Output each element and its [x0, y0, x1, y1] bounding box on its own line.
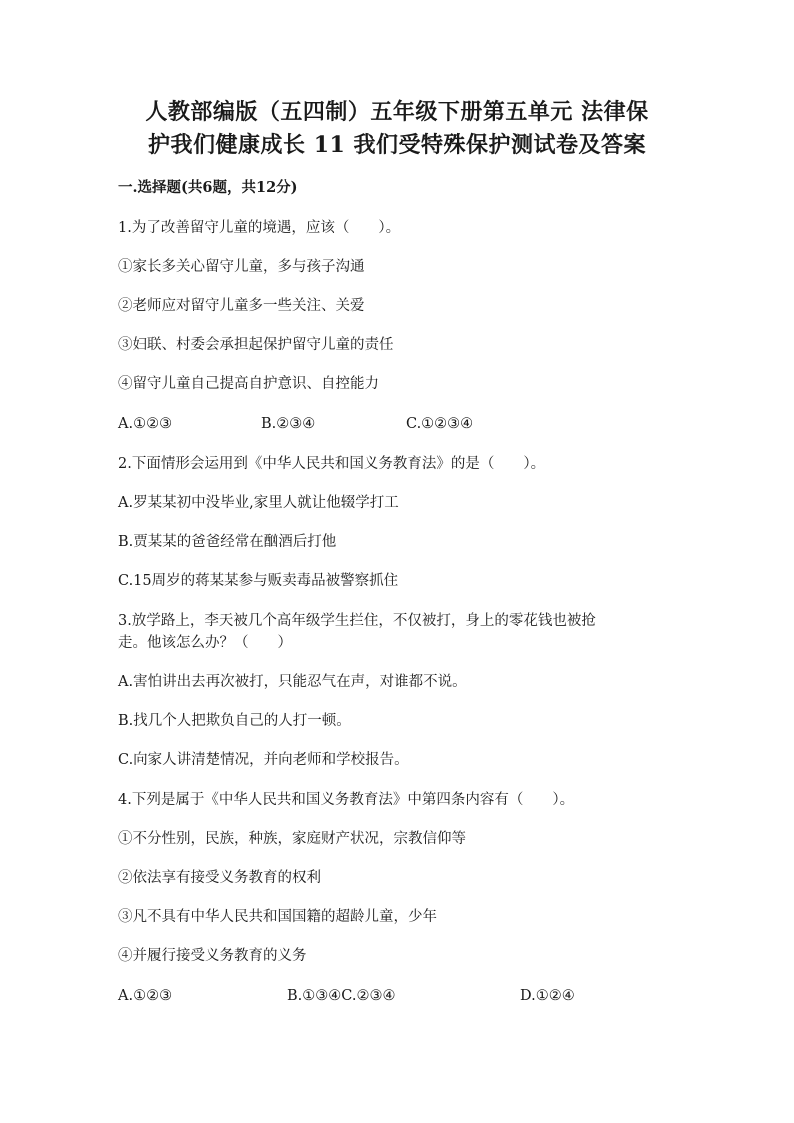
document-title-line-2: 护我们健康成长 11 我们受特殊保护测试卷及答案 — [148, 132, 646, 158]
question-3-stem-line-2: 走。他该怎么办？（ ） — [118, 635, 292, 651]
document-title-line-1: 人教部编版（五四制）五年级下册第五单元 法律保 — [145, 99, 649, 125]
question-1-item-1: ①家长多关心留守儿童，多与孩子沟通 — [118, 259, 365, 275]
question-1-item-3: ③妇联、村委会承担起保护留守儿童的责任 — [118, 337, 394, 353]
question-4-item-2: ②依法享有接受义务教育的权利 — [118, 870, 321, 886]
question-1-option-b: B.②③④ — [261, 416, 316, 432]
question-4-option-a: A.①②③ — [118, 988, 173, 1004]
question-3-stem-line-1: 3.放学路上，李天被几个高年级学生拦住，不仅被打，身上的零花钱也被抢 — [118, 613, 596, 629]
question-2-option-b: B.贾某某的爸爸经常在酗酒后打他 — [118, 534, 337, 550]
question-2-option-c: C.15周岁的蒋某某参与贩卖毒品被警察抓住 — [118, 573, 399, 589]
question-1-item-2: ②老师应对留守儿童多一些关注、关爱 — [118, 298, 365, 314]
question-2-stem: 2.下面情形会运用到《中华人民共和国义务教育法》的是（ ）。 — [118, 456, 546, 472]
question-4-option-b-c: B.①③④C.②③④ — [287, 988, 396, 1004]
question-4-stem: 4.下列是属于《中华人民共和国义务教育法》中第四条内容有（ ）。 — [118, 792, 575, 808]
question-4-item-1: ①不分性别，民族，种族，家庭财产状况，宗教信仰等 — [118, 831, 466, 847]
question-2-option-a: A.罗某某初中没毕业,家里人就让他辍学打工 — [118, 495, 399, 511]
question-1-option-a: A.①②③ — [118, 416, 173, 432]
question-1-option-c: C.①②③④ — [406, 416, 474, 432]
question-3-option-c: C.向家人讲清楚情况，并向老师和学校报告。 — [118, 752, 409, 768]
question-3-option-a: A.害怕讲出去再次被打，只能忍气在声，对谁都不说。 — [118, 674, 467, 690]
question-3-option-b: B.找几个人把欺负自己的人打一顿。 — [118, 713, 351, 729]
section-heading: 一.选择题(共6题，共12分) — [118, 179, 298, 196]
question-4-item-3: ③凡不具有中华人民共和国国籍的超龄儿童，少年 — [118, 909, 437, 925]
question-4-item-4: ④并履行接受义务教育的义务 — [118, 948, 307, 964]
question-4-option-d: D.①②④ — [520, 988, 575, 1004]
question-1-item-4: ④留守儿童自己提高自护意识、自控能力 — [118, 376, 379, 392]
question-1-stem: 1.为了改善留守儿童的境遇，应该（ ）。 — [118, 220, 401, 236]
